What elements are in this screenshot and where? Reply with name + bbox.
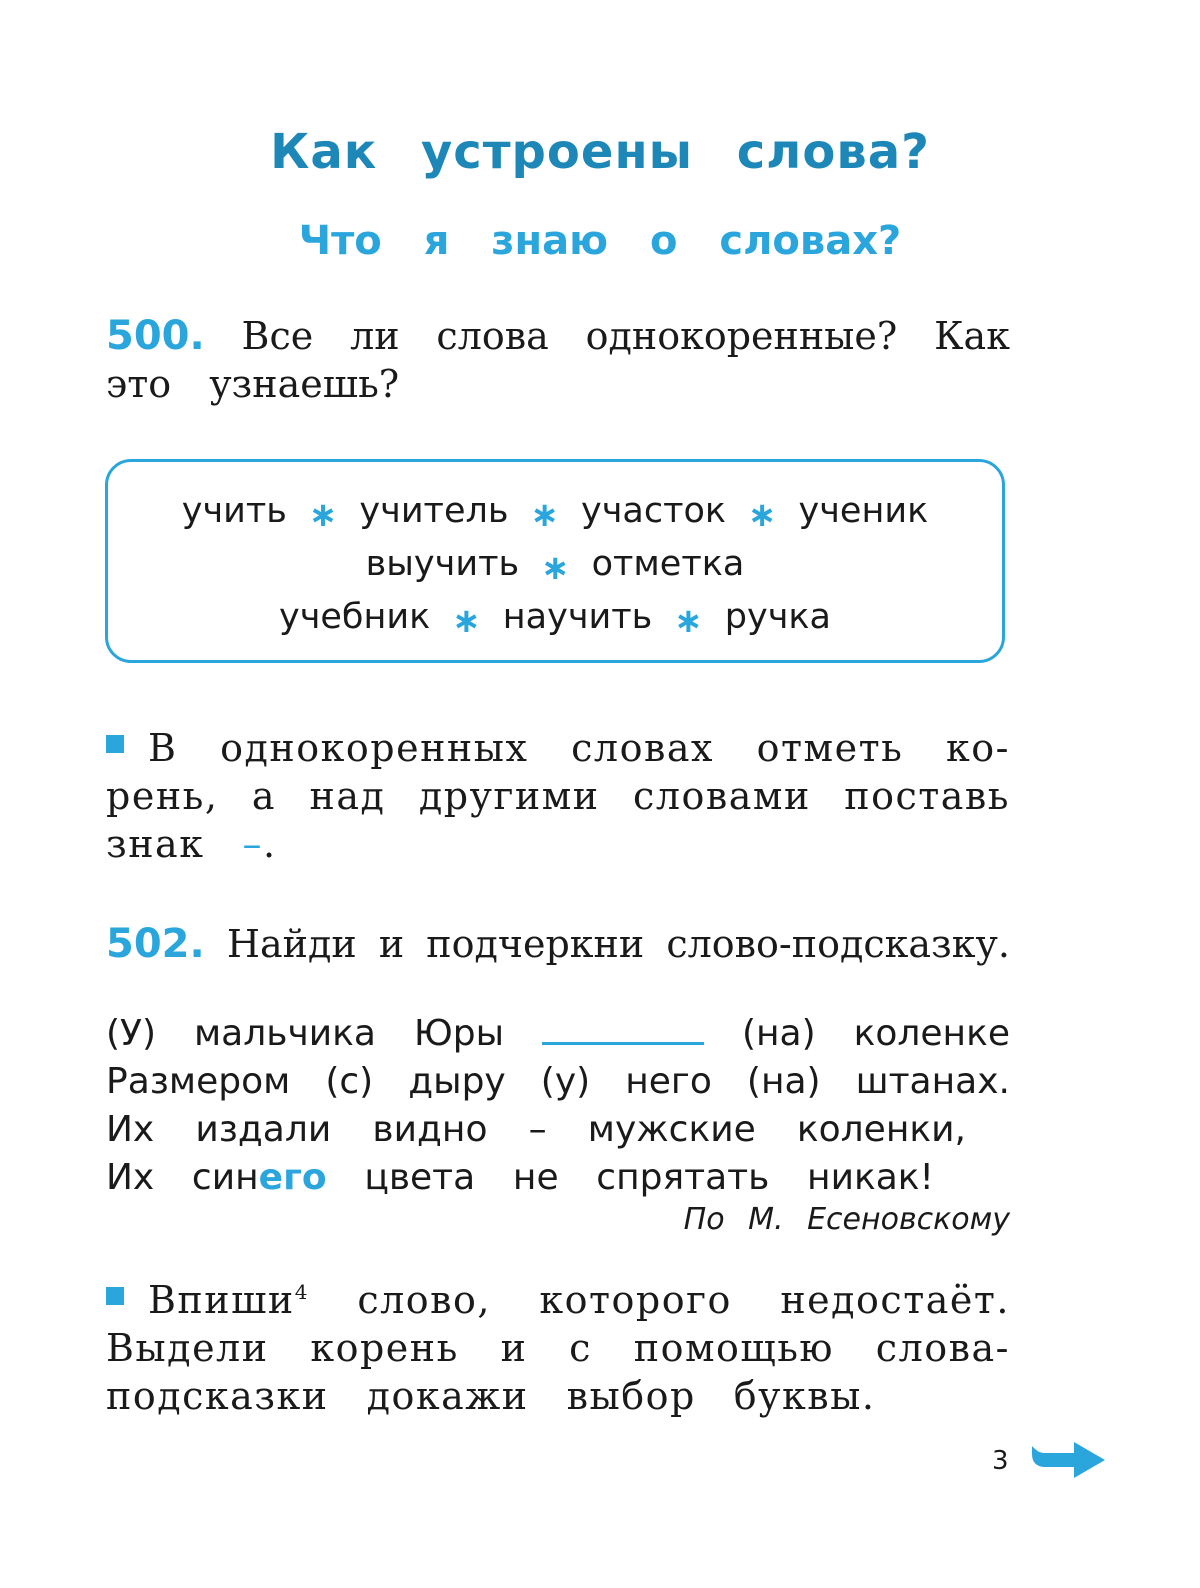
word: узнаешь? xyxy=(209,362,400,406)
box-word: научить xyxy=(502,596,653,637)
word: (У) xyxy=(106,1013,157,1054)
word: помощью xyxy=(633,1326,834,1370)
word: коленки, xyxy=(796,1109,966,1150)
asterisk-icon: ∗ xyxy=(748,494,777,535)
highlighted-ending: его xyxy=(258,1157,327,1198)
sign-with-period xyxy=(242,820,276,868)
asterisk-icon: ∗ xyxy=(674,600,703,641)
box-word: ученик xyxy=(798,490,929,531)
exercise-500 xyxy=(106,312,1010,408)
word: поставь xyxy=(844,774,1010,818)
word: другими xyxy=(418,774,600,818)
square-bullet-icon xyxy=(106,735,124,753)
box-word: отметка xyxy=(591,543,745,584)
word: докажи xyxy=(366,1374,529,1418)
exercise-500-line-1 xyxy=(106,312,1010,360)
word: однокоренные? xyxy=(585,314,898,358)
task-502-line-1 xyxy=(106,1276,1010,1324)
word: и xyxy=(378,922,405,966)
poem-line-4 xyxy=(106,1154,1010,1202)
asterisk-icon: ∗ xyxy=(308,494,338,535)
word: которого xyxy=(539,1278,732,1322)
square-bullet-icon xyxy=(106,1287,124,1305)
word: В xyxy=(148,726,178,770)
word-box-row-3 xyxy=(108,590,1002,643)
word: Как xyxy=(934,314,1010,358)
task-500-line-2 xyxy=(106,772,1010,820)
word-box-row-1 xyxy=(108,484,1002,537)
word: и xyxy=(500,1326,528,1370)
box-word: участок xyxy=(580,490,727,531)
word: знак xyxy=(106,822,205,866)
word: рень, xyxy=(106,774,219,818)
word: коленке xyxy=(853,1013,1010,1054)
word: него xyxy=(625,1061,712,1102)
word: Выдели xyxy=(106,1326,269,1370)
word: ли xyxy=(350,314,400,358)
word: (с) xyxy=(325,1061,374,1102)
box-word: учитель xyxy=(359,490,509,531)
task-line-start xyxy=(106,1276,309,1324)
poem-line-2 xyxy=(106,1058,1010,1106)
word: мальчика xyxy=(194,1013,376,1054)
word: слова- xyxy=(875,1326,1010,1370)
exercise-number: 500. xyxy=(106,313,205,359)
task-500-line-1 xyxy=(106,724,1010,772)
word: Все xyxy=(241,314,314,358)
word: видно xyxy=(372,1109,488,1150)
word: недостаёт. xyxy=(780,1278,1010,1322)
task-502 xyxy=(106,1276,1010,1420)
footnote-marker: 4 xyxy=(294,1280,309,1304)
exercise-502 xyxy=(106,920,1010,968)
poem-line-3 xyxy=(106,1106,1010,1154)
word: корень xyxy=(310,1326,459,1370)
next-page-arrow-icon[interactable] xyxy=(1030,1440,1106,1480)
word: спрятать xyxy=(596,1157,770,1198)
word: Размером xyxy=(106,1061,291,1102)
missing-word-blank[interactable] xyxy=(542,1012,704,1045)
asterisk-icon: ∗ xyxy=(541,547,570,588)
box-word: ручка xyxy=(724,596,831,637)
word: подсказки xyxy=(106,1374,329,1418)
word: ко- xyxy=(946,726,1010,770)
exercise-502-line xyxy=(106,920,1010,968)
word: а xyxy=(251,774,277,818)
poem-line-1 xyxy=(106,1010,1010,1058)
word: издали xyxy=(195,1109,332,1150)
asterisk-icon: ∗ xyxy=(530,494,559,535)
word: это xyxy=(106,362,172,406)
word-with-highlighted-ending xyxy=(192,1154,327,1202)
period: . xyxy=(262,822,277,866)
word: (на) xyxy=(741,1013,816,1054)
dash-sign-icon: – xyxy=(242,822,263,866)
word: Впиши xyxy=(148,1278,295,1322)
word: буквы. xyxy=(733,1374,876,1418)
word: Их xyxy=(106,1109,155,1150)
word: дыру xyxy=(408,1061,506,1102)
word: не xyxy=(512,1157,559,1198)
word: Их xyxy=(106,1157,155,1198)
box-word: учить xyxy=(181,490,287,531)
word: Юры xyxy=(413,1013,505,1054)
word: словами xyxy=(633,774,811,818)
section-subtitle: Что я знаю о словах? xyxy=(298,218,902,264)
word: над xyxy=(309,774,386,818)
word-list-box xyxy=(105,459,1005,663)
word: слово-подсказку. xyxy=(666,922,1010,966)
word: цвета xyxy=(364,1157,476,1198)
word: (у) xyxy=(540,1061,591,1102)
word: с xyxy=(569,1326,592,1370)
page-number: 3 xyxy=(992,1446,1009,1476)
task-500 xyxy=(106,724,1010,868)
word: никак! xyxy=(807,1157,934,1198)
poem-author: По М. Есеновскому xyxy=(683,1202,1010,1237)
word: слова xyxy=(436,314,549,358)
box-word: выучить xyxy=(365,543,520,584)
exercise-number: 502. xyxy=(106,921,205,967)
word-stem: син xyxy=(191,1157,259,1198)
word: подчеркни xyxy=(426,922,645,966)
task-502-line-3 xyxy=(106,1372,1010,1420)
word: однокоренных xyxy=(220,726,529,770)
task-502-line-2 xyxy=(106,1324,1010,1372)
task-500-line-3 xyxy=(106,820,1010,868)
word: штанах. xyxy=(855,1061,1010,1102)
exercise-500-line-2 xyxy=(106,360,1010,408)
task-line-start xyxy=(106,724,177,772)
word: – xyxy=(528,1109,547,1150)
word: слово, xyxy=(357,1278,492,1322)
word: словах xyxy=(571,726,714,770)
box-word: учебник xyxy=(279,596,431,637)
word-box-row-2 xyxy=(108,537,1002,590)
poem xyxy=(106,1010,1010,1202)
word: мужские xyxy=(587,1109,756,1150)
word: Найди xyxy=(226,922,357,966)
word: (на) xyxy=(746,1061,821,1102)
word: отметь xyxy=(756,726,904,770)
chapter-title: Как устроены слова? xyxy=(270,124,930,180)
word: выбор xyxy=(566,1374,696,1418)
asterisk-icon: ∗ xyxy=(452,600,481,641)
